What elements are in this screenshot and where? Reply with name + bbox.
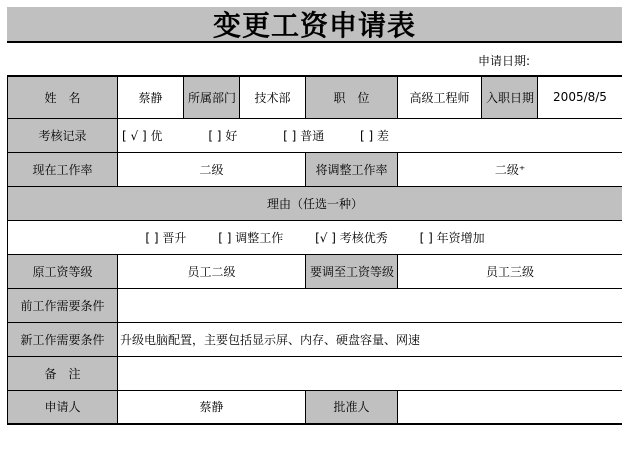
original-grade-label: 原工资等级: [8, 254, 118, 288]
salary-change-form: [7, 75, 622, 425]
current-rate-label: 现在工作率: [8, 152, 118, 186]
reason-option-seniority[interactable]: [420, 229, 485, 246]
assessment-options: [118, 118, 622, 152]
prev-requirement-label: 前工作需要条件: [8, 288, 118, 322]
approver-value[interactable]: [398, 390, 622, 424]
position-label: 职 位: [306, 76, 398, 118]
reason-options: [8, 220, 622, 254]
form-title-bar: [7, 7, 622, 43]
checkbox-icon: [ ]: [360, 128, 374, 143]
adjust-rate-label: 将调整工作率: [306, 152, 398, 186]
name-label: 姓 名: [8, 76, 118, 118]
join-date-label: 入职日期: [482, 76, 538, 118]
apply-date-label: 申请日期:: [478, 54, 531, 68]
assessment-option-excellent[interactable]: [122, 127, 162, 144]
assessment-option-poor[interactable]: [360, 127, 389, 144]
reason-option-job-adjust[interactable]: [218, 229, 283, 246]
dept-value[interactable]: 技术部: [240, 76, 306, 118]
target-grade-value[interactable]: 员工三级: [398, 254, 622, 288]
option-label: 调整工作: [235, 230, 284, 245]
assessment-option-normal[interactable]: [283, 127, 324, 144]
option-label: 优: [150, 128, 163, 143]
current-rate-value[interactable]: 二级: [118, 152, 306, 186]
position-value[interactable]: 高级工程师: [398, 76, 482, 118]
applicant-label: 申请人: [8, 390, 118, 424]
reason-option-excellent-assessment[interactable]: [315, 229, 388, 246]
new-requirement-label: 新工作需要条件: [8, 322, 118, 356]
approver-label: 批准人: [306, 390, 398, 424]
checkbox-checked-icon: [√ ]: [315, 230, 336, 245]
remark-label: 备 注: [8, 356, 118, 390]
prev-requirement-value[interactable]: [118, 288, 622, 322]
form-title: 变更工资申请表: [212, 9, 416, 42]
option-label: 差: [377, 128, 390, 143]
checkbox-icon: [ ]: [419, 230, 433, 245]
option-label: 好: [225, 128, 238, 143]
dept-label: 所属部门: [184, 76, 240, 118]
name-value[interactable]: 蔡静: [118, 76, 184, 118]
remark-value[interactable]: [118, 356, 622, 390]
option-label: 考核优秀: [339, 230, 388, 245]
applicant-value[interactable]: 蔡静: [118, 390, 306, 424]
checkbox-icon: [ ]: [283, 128, 297, 143]
reason-header: 理由（任选一种）: [8, 186, 622, 220]
option-label: 普通: [300, 128, 325, 143]
original-grade-value[interactable]: 员工二级: [118, 254, 306, 288]
reason-option-promotion[interactable]: [145, 229, 186, 246]
checkbox-icon: [ ]: [218, 230, 232, 245]
option-label: 晋升: [162, 230, 187, 245]
checkbox-checked-icon: [ √ ]: [122, 128, 147, 143]
target-grade-label: 要调至工资等级: [306, 254, 398, 288]
checkbox-icon: [ ]: [145, 230, 159, 245]
assessment-option-good[interactable]: [208, 127, 237, 144]
new-requirement-value[interactable]: 升级电脑配置，主要包括显示屏、内存、硬盘容量、网速: [118, 322, 622, 356]
join-date-value[interactable]: 2005/8/5: [538, 76, 622, 118]
checkbox-icon: [ ]: [208, 128, 222, 143]
assessment-label: 考核记录: [8, 118, 118, 152]
option-label: 年资增加: [436, 230, 485, 245]
adjust-rate-value[interactable]: 二级⁺: [398, 152, 622, 186]
